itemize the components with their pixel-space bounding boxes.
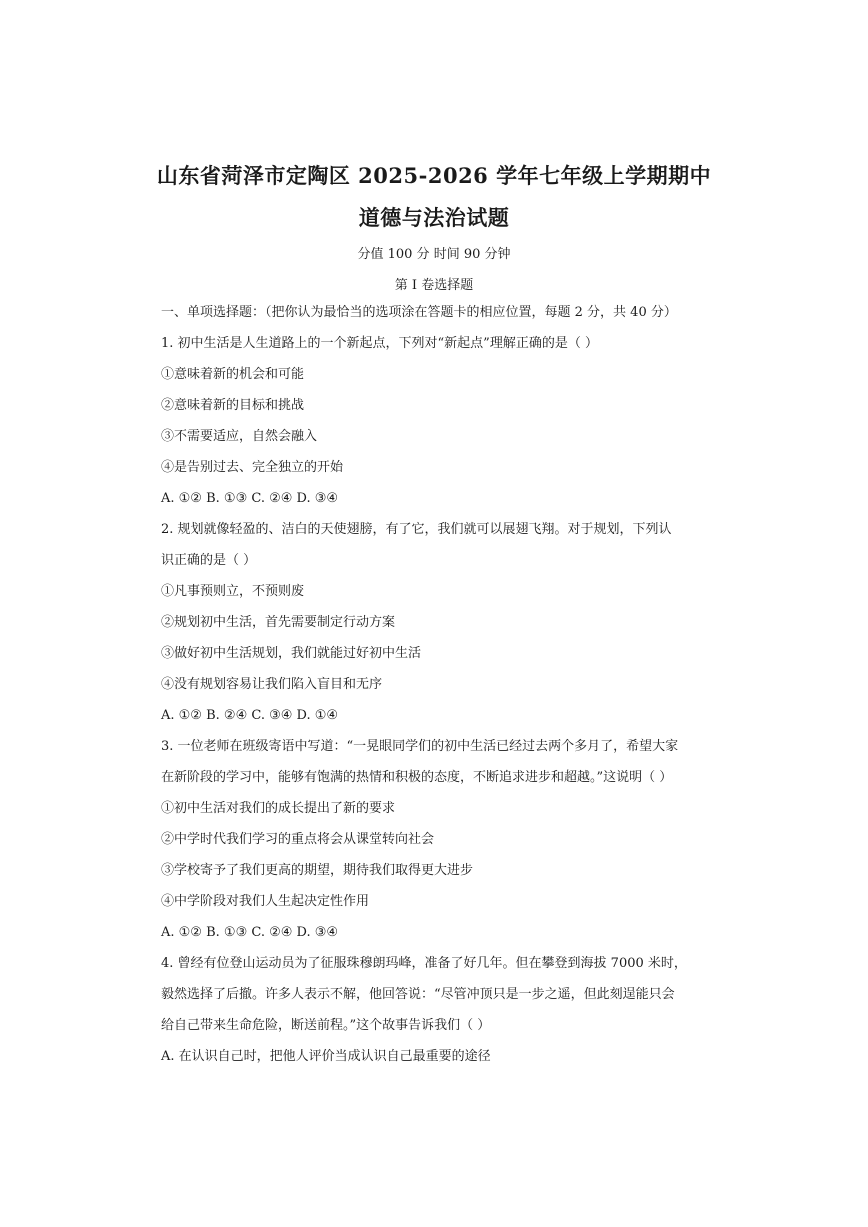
statement-item: ②规划初中生活，首先需要制定行动方案 [161,615,396,630]
answer-options: A. ①② B. ①③ C. ②④ D. ③④ [161,491,339,506]
statement-item: ②意味着新的目标和挑战 [161,398,305,413]
statement-item: ②中学时代我们学习的重点将会从课堂转向社会 [161,832,435,847]
statement-item: ①初中生活对我们的成长提出了新的要求 [161,801,396,816]
question-stem: 给自己带来生命危险，断送前程。”这个故事告诉我们（ ） [161,1018,491,1033]
statement-item: ④是告别过去、完全独立的开始 [161,460,344,475]
statement-item: ③学校寄予了我们更高的期望，期待我们取得更大进步 [161,863,474,878]
statement-item: ①意味着新的机会和可能 [161,367,305,382]
exam-meta: 分值 100 分 时间 90 分钟 [357,247,511,262]
question-stem: 识正确的是（ ） [161,553,257,568]
statement-item: ④没有规划容易让我们陷入盲目和无序 [161,677,383,692]
exam-title-line1: 山东省菏泽市定陶区 2025-2026 学年七年级上学期期中 [156,163,712,188]
statement-item: ③不需要适应，自然会融入 [161,429,318,444]
question-stem: 在新阶段的学习中，能够有饱满的热情和积极的态度，不断追求进步和超越。”这说明（ ） [161,770,673,785]
question-stem: 4. 曾经有位登山运动员为了征服珠穆朗玛峰，准备了好几年。但在攀登到海拔 7000 米时， [161,956,687,971]
question-stem: 2. 规划就像轻盈的、洁白的天使翅膀，有了它，我们就可以展翅飞翔。对于规划，下列认 [161,522,672,537]
section-heading: 一、单项选择题：（把你认为最恰当的选项涂在答题卡的相应位置，每题 2 分，共 40 分） [161,305,677,320]
question-stem: 1. 初中生活是人生道路上的一个新起点，下列对“新起点”理解正确的是（ ） [161,336,598,351]
answer-option-a: A. 在认识自己时，把他人评价当成认识自己最重要的途径 [161,1049,491,1064]
statement-item: ①凡事预则立，不预则废 [161,584,305,599]
answer-options: A. ①② B. ①③ C. ②④ D. ③④ [161,925,339,940]
statement-item: ④中学阶段对我们人生起决定性作用 [161,894,370,909]
volume-heading: 第 I 卷选择题 [394,278,474,293]
question-stem: 3. 一位老师在班级寄语中写道：“一晃眼同学们的初中生活已经过去两个多月了，希望大家 [161,739,679,754]
answer-options: A. ①② B. ②④ C. ③④ D. ①④ [161,708,339,723]
exam-title-line2: 道德与法治试题 [358,205,510,230]
statement-item: ③做好初中生活规划，我们就能过好初中生活 [161,646,422,661]
question-stem: 毅然选择了后撤。许多人表示不解，他回答说：“尽管冲顶只是一步之遥，但此刻逞能只会 [161,987,675,1002]
